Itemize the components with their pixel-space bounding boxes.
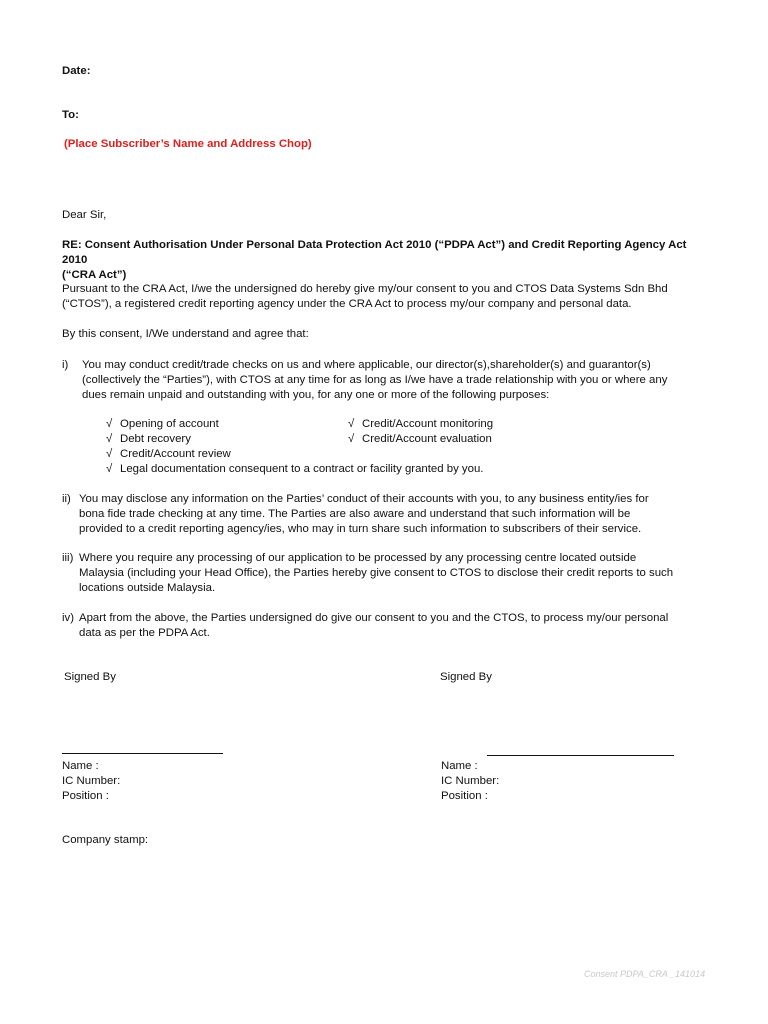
clause-i-line-3: dues remain unpaid and outstanding with you, for any one or more of the following purposes: bbox=[82, 389, 550, 401]
check-icon: √ bbox=[106, 448, 113, 460]
intro-line-2: (“CTOS”), a registered credit reporting agency under the CRA Act to process my/our company and personal data. bbox=[62, 298, 632, 310]
check-icon: √ bbox=[348, 433, 355, 445]
purpose-label: Credit/Account evaluation bbox=[362, 433, 492, 445]
clause-iii-line-1: Where you require any processing of our application to be processed by any processing centre located outside bbox=[79, 552, 637, 564]
purpose-review bbox=[106, 447, 231, 462]
left-ic-label: IC Number: bbox=[62, 775, 121, 787]
clause-i-line-1: You may conduct credit/trade checks on us and where applicable, our director(s),shareholder(s) and guarantor(s) bbox=[82, 359, 651, 371]
clause-iv-line-1: Apart from the above, the Parties undersigned do give our consent to you and the CTOS, to process my/our personal bbox=[79, 612, 669, 624]
clause-i bbox=[62, 358, 712, 403]
clause-iii-line-2: Malaysia (including your Head Office), the Parties hereby give consent to CTOS to disclose their credit reports to such bbox=[79, 567, 674, 579]
clause-ii-label: ii) bbox=[62, 493, 71, 505]
purpose-label: Opening of account bbox=[120, 418, 219, 430]
clause-iii-line-3: locations outside Malaysia. bbox=[79, 582, 216, 594]
purpose-monitoring bbox=[348, 417, 493, 432]
document-footer: Consent PDPA_CRA _141014 bbox=[584, 969, 706, 979]
right-signatory-details bbox=[441, 759, 499, 804]
right-name-label: Name : bbox=[441, 760, 478, 772]
clause-ii bbox=[62, 492, 704, 537]
left-name-label: Name : bbox=[62, 760, 99, 772]
purpose-debt bbox=[106, 432, 191, 447]
right-signature-line bbox=[487, 755, 674, 756]
clause-ii-line-3: provided to a credit reporting agency/ies, who may in turn share such information to subscribers of their service. bbox=[79, 523, 642, 535]
purpose-label: Debt recovery bbox=[120, 433, 191, 445]
clause-i-label: i) bbox=[62, 359, 69, 371]
right-ic-label: IC Number: bbox=[441, 775, 500, 787]
subject-line-2: (“CRA Act”) bbox=[62, 269, 127, 281]
intro-paragraph bbox=[62, 282, 712, 312]
check-icon: √ bbox=[348, 418, 355, 430]
right-signed-by: Signed By bbox=[440, 671, 492, 683]
subject-line bbox=[62, 238, 712, 283]
purpose-label: Credit/Account review bbox=[120, 448, 231, 460]
clause-ii-line-2: bona fide trade checking at any time. The Parties are also aware and understand that such information will be bbox=[79, 508, 631, 520]
consent-lead: By this consent, I/We understand and agree that: bbox=[62, 328, 309, 340]
left-signatory-details bbox=[62, 759, 120, 804]
to-label: To: bbox=[62, 109, 79, 121]
clause-i-line-2: (collectively the “Parties”), with CTOS at any time for as long as I/we have a trade relationship with you or where any bbox=[82, 374, 668, 386]
purpose-label: Legal documentation consequent to a contract or facility granted by you. bbox=[120, 463, 484, 475]
check-icon: √ bbox=[106, 433, 113, 445]
salutation: Dear Sir, bbox=[62, 209, 107, 221]
clause-i-text bbox=[82, 358, 712, 403]
company-stamp-label: Company stamp: bbox=[62, 834, 149, 846]
clause-iv-line-2: data as per the PDPA Act. bbox=[79, 627, 210, 639]
purpose-evaluation bbox=[348, 432, 492, 447]
clause-iv-label: iv) bbox=[62, 612, 75, 624]
right-position-label: Position : bbox=[441, 790, 488, 802]
clause-ii-line-1: You may disclose any information on the Parties’ conduct of their accounts with you, to any business entity/ies for bbox=[79, 493, 649, 505]
left-position-label: Position : bbox=[62, 790, 109, 802]
clause-iv bbox=[62, 611, 704, 641]
clause-iii-label: iii) bbox=[62, 552, 74, 564]
clause-iv-text bbox=[79, 611, 704, 641]
subject-line-1: RE: Consent Authorisation Under Personal Data Protection Act 2010 (“PDPA Act”) and Credit Reporting Agency Act 2010 bbox=[62, 239, 687, 266]
intro-line-1: Pursuant to the CRA Act, I/we the undersigned do hereby give my/our consent to you and CTOS Data Systems Sdn Bhd bbox=[62, 283, 668, 295]
purpose-legal bbox=[106, 462, 483, 477]
purpose-label: Credit/Account monitoring bbox=[362, 418, 494, 430]
clause-iii bbox=[62, 551, 704, 596]
subscriber-placeholder: (Place Subscriber’s Name and Address Chop) bbox=[64, 138, 312, 150]
clause-ii-text bbox=[79, 492, 704, 537]
check-icon: √ bbox=[106, 463, 113, 475]
left-signed-by: Signed By bbox=[64, 671, 116, 683]
purpose-opening bbox=[106, 417, 219, 432]
check-icon: √ bbox=[106, 418, 113, 430]
date-label: Date: bbox=[62, 65, 91, 77]
left-signature-line bbox=[62, 753, 223, 754]
clause-iii-text bbox=[79, 551, 704, 596]
